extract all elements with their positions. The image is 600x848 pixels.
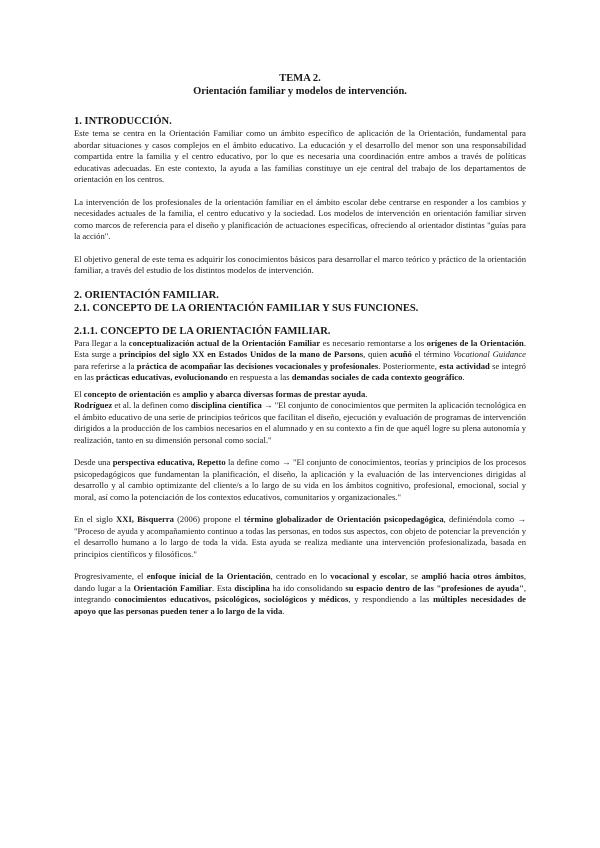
concept-paragraph-1: Para llegar a la conceptualización actual de la Orientación Familiar es necesario remontarse a los orígenes de la Orientación. Esta surge a principios del siglo XX en Estados Unidos de la mano de Parsons, quien acuñó el término Vocational Guidance para referirse a la práctica de acompañar las decisiones vocacionales y profesionales. Posteriormente, esta actividad se integró en las prácticas educativas, evolucionando en respuesta a las demandas sociales de cada contexto geográfico.	[74, 337, 526, 382]
title-line-2: Orientación familiar y modelos de intervención.	[193, 86, 407, 97]
subsubsection-heading-concepto: 2.1.1. CONCEPTO DE LA ORIENTACIÓN FAMILIAR.	[74, 325, 331, 337]
page-title	[74, 72, 526, 98]
section-heading-orientacion-familiar: 2. ORIENTACIÓN FAMILIAR.	[74, 289, 219, 301]
page-content	[74, 72, 526, 617]
subsection-heading-concepto-funciones: 2.1. CONCEPTO DE LA ORIENTACIÓN FAMILIAR Y SUS FUNCIONES.	[74, 302, 419, 314]
section-heading-introduccion: 1. INTRODUCCIÓN.	[74, 116, 172, 127]
title-line-1: TEMA 2.	[279, 73, 321, 84]
concept-paragraph-progresivamente: Progresivamente, el enfoque inicial de la Orientación, centrado en lo vocacional y escolar, se amplió hacia otros ámbitos, dando lugar a la Orientación Familiar. Esta disciplina ha ido consolidando su espacio dentro de las "profesiones de ayuda", integrando conocimientos educativos, psicológicos, sociológicos y médicos, y respondiendo a las múltiples necesidades de apoyo que las personas pueden tener a lo largo de la vida.	[74, 571, 526, 616]
concept-paragraph-bisquerra: En el siglo XXI, Bisquerra (2006) propone el término globalizador de Orientación psicopedagógica, definiéndola como → "Proceso de ayuda y acompañamiento continuo a todas las personas, en todos sus aspectos, con objeto de potenciar la prevención y el desarrollo humano a lo largo de toda la vida. Esta ayuda se realiza mediante una intervención profesionalizada, basada en principios científicos y filosóficos."	[74, 514, 526, 559]
concept-paragraph-repetto: Desde una perspectiva educativa, Repetto la define como → "El conjunto de conocimientos, teorías y principios de los procesos psicopedagógicos que fundamentan la planificación, el diseño, la aplicación y la evaluación de las intervenciones dirigidas al desarrollo y al cambio optimizante del cliente/s a lo largo de su vida en los ámbitos cognitivo, profesional, emocional, social y moral, así como la potenciación de los contextos educativos, comunitarios y organizacionales."	[74, 457, 526, 502]
concept-paragraph-2: El concepto de orientación es amplio y abarca diversas formas de prestar ayuda.	[74, 388, 368, 399]
intro-paragraph-2: La intervención de los profesionales de la orientación familiar en el ámbito escolar debe centrarse en responder a los cambios y necesidades actuales de la familia, el centro educativo y la sociedad. Los modelos de intervención en orientación familiar sirven como marcos de referencia para el diseño y planificación de actuaciones específicas, ofreciendo al orientador distintas "guías para la acción".	[74, 196, 526, 241]
intro-paragraph-1: Este tema se centra en la Orientación Familiar como un ámbito específico de aplicación de la Orientación, fundamental para abordar situaciones y casos complejos en el ámbito educativo. La educación y el desarrollo del menor son una responsabilidad compartida entre la familia y el centro educativo, por lo que es necesaria una coordinación entre ambos a través de políticas educativas adecuadas. En este contexto, la ayuda a las familias constituye un eje central del trabajo de los departamentos de orientación en los centros.	[74, 128, 526, 184]
intro-paragraph-3: El objetivo general de este tema es adquirir los conocimientos básicos para desarrollar el marco teórico y práctico de la orientación familiar, a través del estudio de los distintos modelos de intervención.	[74, 253, 526, 275]
concept-paragraph-rodriguez: Rodríguez et al. la definen como disciplina científica → "El conjunto de conocimientos que permiten la aplicación tecnológica en el ámbito educativo de una serie de principios teóricos que facilitan el diseño, ejecución y evaluación de programas de intervención dirigidos a la producción de los cambios necesarios en el alumnado y en su contexto a fin de que aquél logre su plena autonomía y realización, tanto en su dimensión personal como social."	[74, 400, 527, 445]
